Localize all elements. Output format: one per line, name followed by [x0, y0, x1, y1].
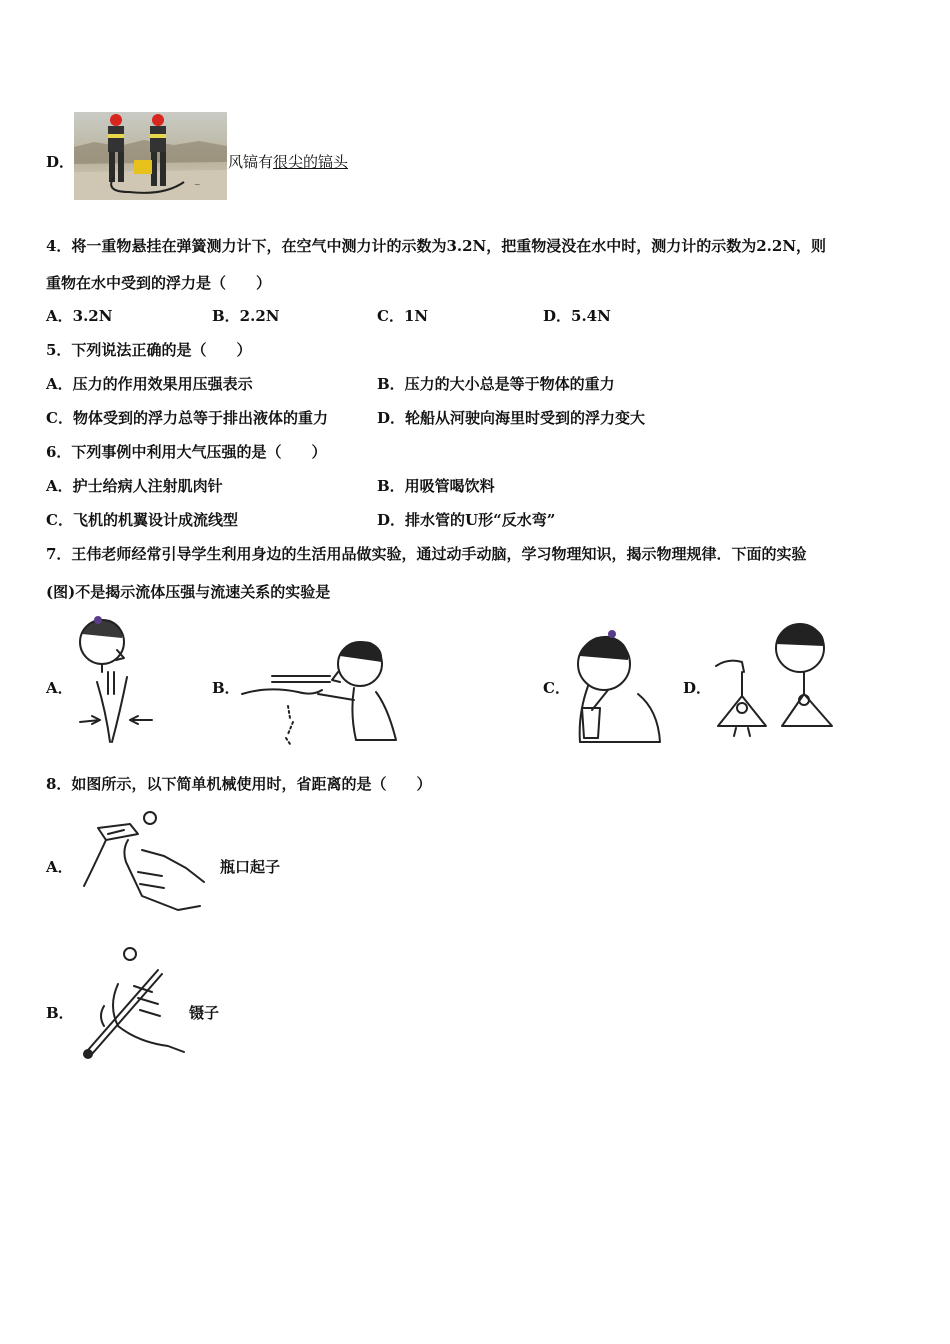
q7-option-a-label: A．	[46, 679, 73, 697]
q4-option-a: A．3.2N	[46, 307, 113, 325]
q5-stem: 5．下列说法正确的是（ ）	[46, 341, 252, 359]
q8-stem: 8．如图所示，以下简单机械使用时，省距离的是（ ）	[46, 775, 432, 793]
q7-figure-d-funnel-ping-pong	[708, 618, 853, 747]
q8-option-a-label: A．	[46, 858, 73, 876]
q6-option-b: B．用吸管喝饮料	[377, 477, 495, 495]
q7-option-b-label: B．	[212, 679, 240, 697]
q4-stem-line2: 重物在水中受到的浮力是（ ）	[46, 274, 272, 292]
svg-text:~: ~	[194, 180, 201, 189]
q3-d-text-underlined: 很尖的镐头	[273, 153, 349, 171]
q5-option-a: A．压力的作用效果用压强表示	[46, 375, 253, 393]
q5-option-d: D．轮船从河驶向海里时受到的浮力变大	[377, 409, 646, 427]
q6-option-d: D．排水管的U形“反水弯”	[377, 511, 556, 529]
q7-option-c-label: C．	[543, 679, 570, 697]
q4-option-c: C．1N	[377, 307, 429, 325]
q6-option-c: C．飞机的机翼设计成流线型	[46, 511, 238, 529]
q6-option-a: A．护士给病人注射肌肉针	[46, 477, 223, 495]
q7-stem-line2: (图)不是揭示流体压强与流速关系的实验是	[46, 583, 331, 601]
q8-figure-a-bottle-opener	[78, 810, 213, 924]
q7-figure-a-blowing-between-papers	[72, 612, 162, 751]
q3-option-d-text	[228, 152, 348, 172]
q4-option-d: D．5.4N	[543, 307, 611, 325]
q3-d-text-prefix: 风镐有	[228, 153, 274, 171]
q7-figure-b-blowing-over-paper	[238, 636, 398, 750]
q8-option-a-caption: 瓶口起子	[220, 858, 281, 876]
q5-option-c: C．物体受到的浮力总等于排出液体的重力	[46, 409, 328, 427]
q4-option-b: B．2.2N	[212, 307, 280, 325]
q5-option-b: B．压力的大小总是等于物体的重力	[377, 375, 615, 393]
q7-stem-line1: 7．王伟老师经常引导学生利用身边的生活用品做实验，通过动手动脑，学习物理知识，揭示物理规律．下面的实验	[46, 545, 807, 563]
q6-stem: 6．下列事例中利用大气压强的是（ ）	[46, 443, 327, 461]
jackhammer-workers-photo	[74, 112, 227, 200]
q3-option-d-label: D．	[46, 153, 75, 171]
q8-figure-b-tweezers	[78, 946, 188, 1070]
q8-option-b-label: B．	[46, 1004, 74, 1022]
q8-option-b-caption: 镊子	[189, 1004, 220, 1022]
q4-stem-line1: 4．将一重物悬挂在弹簧测力计下，在空气中测力计的示数为3.2N，把重物浸没在水中时，测力计的示数为2.2N，则	[46, 237, 827, 255]
q7-figure-c-drinking-straw	[568, 624, 664, 748]
q7-option-d-label: D．	[683, 679, 712, 697]
